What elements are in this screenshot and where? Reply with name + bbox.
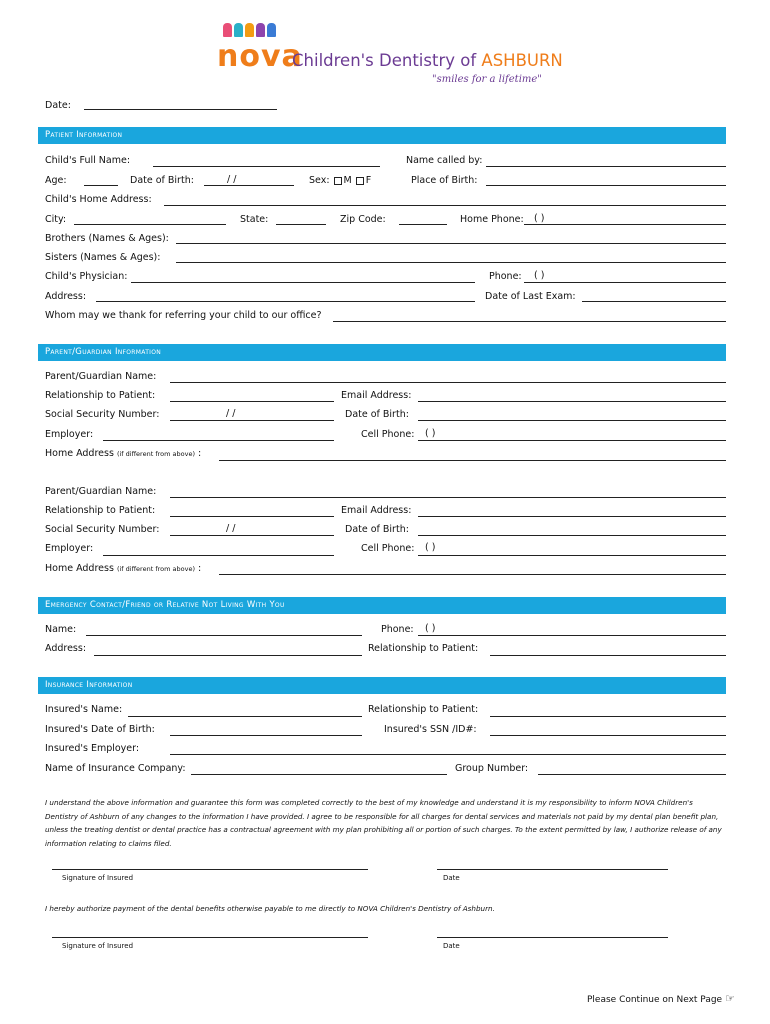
guardian1-employer-label: Employer: — [45, 429, 94, 440]
place-of-birth-field[interactable] — [486, 185, 726, 186]
guardian1-cell-parens: ( ) — [425, 428, 436, 439]
insurance-company-field[interactable] — [191, 774, 447, 775]
dob-field[interactable] — [204, 185, 294, 186]
guardian2-employer-label: Employer: — [45, 543, 94, 554]
practice-name-city: ASHBURN — [481, 51, 563, 70]
brothers-field[interactable] — [176, 243, 726, 244]
emergency-phone-label: Phone: — [381, 624, 414, 635]
date-label: Date: — [45, 100, 71, 111]
physician-phone-parens: ( ) — [534, 270, 545, 281]
brothers-label: Brothers (Names & Ages): — [45, 233, 169, 244]
guardian1-email-field[interactable] — [418, 401, 726, 402]
group-number-label: Group Number: — [455, 763, 529, 774]
sex-field — [309, 175, 371, 187]
section-insurance-title: Insurance Information — [45, 680, 133, 690]
last-exam-field[interactable] — [582, 301, 726, 302]
guardian2-dob-label: Date of Birth: — [345, 524, 409, 535]
guardian2-dob-field[interactable] — [418, 535, 726, 536]
insured-dob-field[interactable] — [170, 735, 362, 736]
city-field[interactable] — [74, 224, 226, 225]
guardian1-cell-field[interactable] — [418, 440, 726, 441]
tagline: "smiles for a lifetime" — [432, 74, 542, 85]
childs-full-name-label: Child's Full Name: — [45, 155, 131, 166]
guardian2-home-address-field[interactable] — [219, 574, 726, 575]
age-field[interactable] — [84, 185, 118, 186]
guardian2-employer-field[interactable] — [103, 555, 334, 556]
insured-employer-label: Insured's Employer: — [45, 743, 140, 754]
insured-dob-label: Insured's Date of Birth: — [45, 724, 155, 735]
home-phone-parens: ( ) — [534, 213, 545, 224]
zip-label: Zip Code: — [340, 214, 386, 225]
continue-text: Please Continue on Next Page — [587, 995, 723, 1005]
guardian2-if-different: (if different from above) — [116, 565, 195, 573]
guardian1-email-label: Email Address: — [341, 390, 412, 401]
state-label: State: — [240, 214, 269, 225]
section-parent-title: Parent/Guardian Information — [45, 347, 162, 357]
sisters-field[interactable] — [176, 262, 726, 263]
dob-label: Date of Birth: — [130, 175, 194, 186]
sex-m-checkbox[interactable] — [334, 177, 342, 185]
insured-ssn-field[interactable] — [490, 735, 726, 736]
guardian1-relationship-field[interactable] — [170, 401, 334, 402]
section-patient — [38, 127, 726, 144]
guardian1-if-different: (if different from above) — [116, 450, 195, 458]
guardian2-ssn-field[interactable] — [170, 535, 334, 536]
signature-date-2-label: Date — [443, 942, 460, 950]
section-emergency-title: Emergency Contact/Friend or Relative Not Living With You — [45, 600, 285, 610]
guardian2-cell-field[interactable] — [418, 555, 726, 556]
insurance-company-label: Name of Insurance Company: — [45, 763, 186, 774]
guardian1-home-address-label — [45, 448, 201, 460]
place-of-birth-label: Place of Birth: — [411, 175, 478, 186]
guardian2-name-label: Parent/Guardian Name: — [45, 486, 157, 497]
physician-phone-label: Phone: — [489, 271, 522, 282]
home-phone-label: Home Phone: — [460, 214, 524, 225]
signature-date-2-field[interactable] — [437, 937, 668, 938]
signature-date-1-field[interactable] — [437, 869, 668, 870]
signature-insured-1-field[interactable] — [52, 869, 368, 870]
insured-relationship-field[interactable] — [490, 716, 726, 717]
logo-nova: nova — [217, 39, 303, 74]
home-address-field[interactable] — [164, 205, 726, 206]
sex-f-label: F — [365, 175, 372, 186]
guardian1-name-field[interactable] — [170, 382, 726, 383]
practice-name-main: Children's Dentistry of — [292, 51, 482, 70]
last-exam-label: Date of Last Exam: — [485, 291, 576, 302]
section-emergency — [38, 597, 726, 614]
pointing-hand-icon: ☞ — [724, 992, 735, 1005]
guardian1-colon: : — [198, 448, 202, 459]
emergency-address-field[interactable] — [94, 655, 362, 656]
guardian2-ssn-label: Social Security Number: — [45, 524, 160, 535]
guardian2-ssn-separators: / / — [226, 523, 236, 534]
practice-name — [292, 52, 563, 70]
guardian1-employer-field[interactable] — [103, 440, 334, 441]
physician-address-field[interactable] — [96, 301, 475, 302]
childs-full-name-field[interactable] — [153, 166, 380, 167]
section-insurance — [38, 677, 726, 694]
guardian1-home-address-field[interactable] — [219, 460, 726, 461]
guardian1-ssn-label: Social Security Number: — [45, 409, 160, 420]
emergency-name-label: Name: — [45, 624, 77, 635]
state-field[interactable] — [276, 224, 326, 225]
sex-label: Sex: — [309, 175, 330, 186]
guardian1-dob-label: Date of Birth: — [345, 409, 409, 420]
emergency-relationship-label: Relationship to Patient: — [368, 643, 479, 654]
emergency-phone-field[interactable] — [418, 635, 726, 636]
guardian2-email-label: Email Address: — [341, 505, 412, 516]
emergency-name-field[interactable] — [86, 635, 362, 636]
insured-name-field[interactable] — [128, 716, 362, 717]
insured-relationship-label: Relationship to Patient: — [368, 704, 479, 715]
section-patient-title: Patient Information — [45, 130, 123, 140]
group-number-field[interactable] — [538, 774, 726, 775]
dob-separators: / / — [227, 174, 237, 185]
insured-employer-field[interactable] — [170, 754, 726, 755]
physician-phone-field[interactable] — [524, 282, 726, 283]
section-parent — [38, 344, 726, 361]
signature-insured-2-label: Signature of Insured — [62, 942, 134, 950]
guardian1-name-label: Parent/Guardian Name: — [45, 371, 157, 382]
age-label: Age: — [45, 175, 67, 186]
guardian1-cell-label: Cell Phone: — [361, 429, 415, 440]
emergency-phone-parens: ( ) — [425, 623, 436, 634]
guardian1-ssn-field[interactable] — [170, 420, 334, 421]
signature-insured-2-field[interactable] — [52, 937, 368, 938]
signature-insured-1-label: Signature of Insured — [62, 874, 134, 882]
guardian1-dob-field[interactable] — [418, 420, 726, 421]
guardian2-relationship-label: Relationship to Patient: — [45, 505, 156, 516]
date-field[interactable] — [84, 109, 277, 110]
sex-f-checkbox[interactable] — [356, 177, 364, 185]
guardian2-name-field[interactable] — [170, 497, 726, 498]
guardian2-cell-label: Cell Phone: — [361, 543, 415, 554]
insured-name-label: Insured's Name: — [45, 704, 123, 715]
guardian2-home-address-text: Home Address — [45, 563, 114, 574]
physician-field[interactable] — [131, 282, 475, 283]
sisters-label: Sisters (Names & Ages): — [45, 252, 161, 263]
physician-label: Child's Physician: — [45, 271, 128, 282]
guardian2-cell-parens: ( ) — [425, 542, 436, 553]
guardian2-relationship-field[interactable] — [170, 516, 334, 517]
emergency-relationship-field[interactable] — [490, 655, 726, 656]
name-called-by-field[interactable] — [486, 166, 726, 167]
guardian2-colon: : — [198, 563, 202, 574]
name-called-by-label: Name called by: — [406, 155, 483, 166]
continue-next-page — [587, 993, 735, 1006]
referral-label: Whom may we thank for referring your child to our office? — [45, 310, 322, 321]
responsibility-statement: I understand the above information and guarantee this form was completed correctly to the best of my knowledge and understand it is my responsibility to inform NOVA Children's Dentistry of Ashburn of any changes to the information I have provided. I agree to be responsible for all charges for dental services and materials not paid by my dental plan benefit plan, unless the treating dentist or dental practice has a contractual agreement with my plan prohibiting all or portion of such charges. To the extent permitted by law, I authorize release of any information relating to claims filed. — [45, 798, 722, 848]
guardian1-ssn-separators: / / — [226, 408, 236, 419]
insured-ssn-label: Insured's SSN /ID#: — [384, 724, 477, 735]
guardian2-email-field[interactable] — [418, 516, 726, 517]
sex-m-label: M — [343, 175, 352, 186]
home-phone-field[interactable] — [524, 224, 726, 225]
emergency-address-label: Address: — [45, 643, 87, 654]
authorization-statement: I hereby authorize payment of the dental benefits otherwise payable to me directly to NOVA Children's Dentistry of Ashburn. — [45, 904, 495, 913]
guardian1-home-address-text: Home Address — [45, 448, 114, 459]
zip-field[interactable] — [399, 224, 447, 225]
guardian2-home-address-label — [45, 563, 201, 575]
referral-field[interactable] — [333, 321, 726, 322]
signature-date-1-label: Date — [443, 874, 460, 882]
guardian1-relationship-label: Relationship to Patient: — [45, 390, 156, 401]
city-label: City: — [45, 214, 67, 225]
physician-address-label: Address: — [45, 291, 87, 302]
home-address-label: Child's Home Address: — [45, 194, 152, 205]
